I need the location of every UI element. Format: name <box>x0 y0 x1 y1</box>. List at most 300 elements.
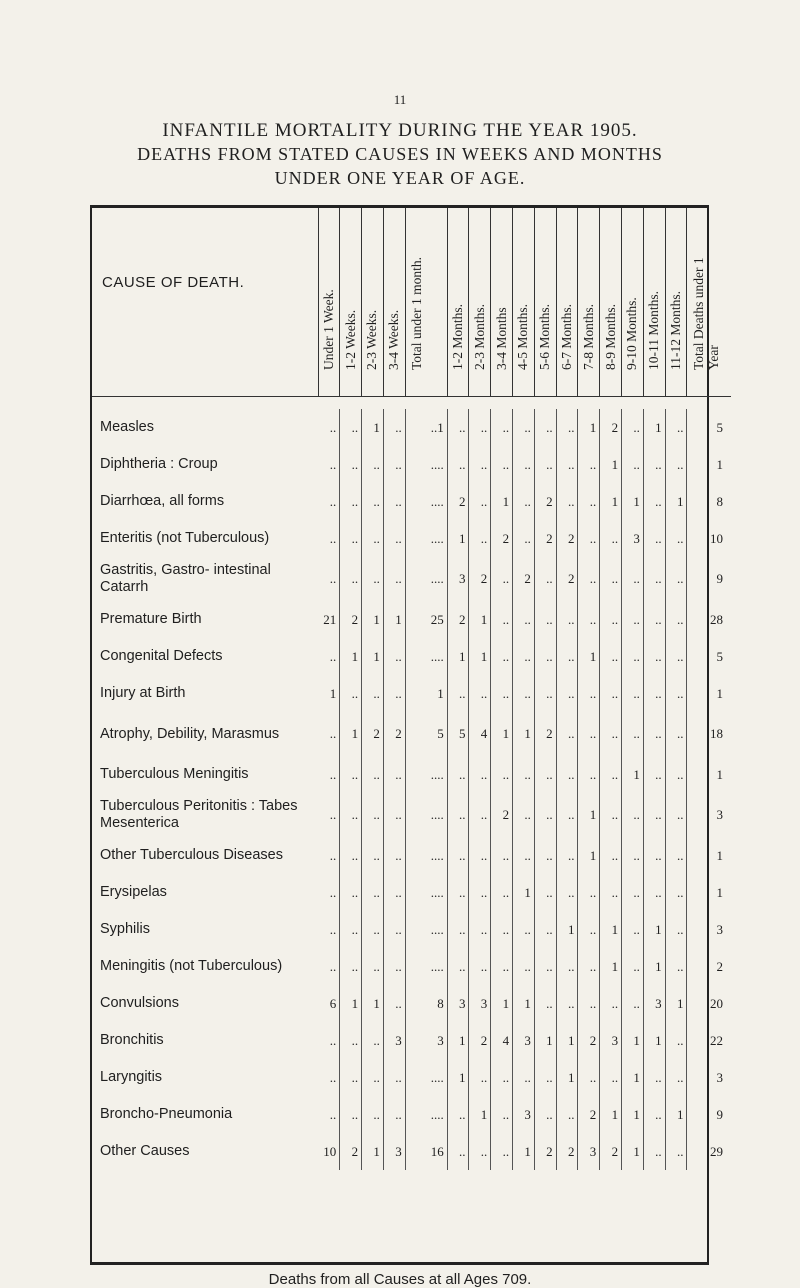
count-cell: .. <box>665 557 687 601</box>
count-cell: 1 <box>491 985 513 1022</box>
column-header-label: 6-7 Months. <box>559 303 575 370</box>
column-header <box>687 208 731 397</box>
total-cell: 5 <box>716 419 723 435</box>
cause-cell: Atrophy, Debility, Marasmus <box>100 725 280 742</box>
count-cell: .. <box>600 837 622 874</box>
count-cell: .. <box>491 675 513 712</box>
count-cell: .. <box>447 409 469 446</box>
count-cell: .. <box>513 756 535 793</box>
count-cell: .. <box>534 409 556 446</box>
column-header-label: 3-4 Months <box>493 307 509 370</box>
count-cell: .. <box>469 409 491 446</box>
count-cell: .. <box>318 557 340 601</box>
total-cell: 20 <box>709 995 723 1011</box>
count-cell: .. <box>578 756 600 793</box>
count-cell: .... <box>405 1059 447 1096</box>
count-cell: .. <box>578 1059 600 1096</box>
count-cell: .. <box>447 793 469 837</box>
count-cell: .. <box>362 756 384 793</box>
count-cell: 2 <box>556 520 578 557</box>
count-cell: .. <box>383 1059 405 1096</box>
total-cell: 1 <box>716 884 723 900</box>
column-header <box>447 208 469 397</box>
count-cell: 10 <box>318 1133 340 1170</box>
count-cell: .. <box>534 837 556 874</box>
count-cell: .. <box>362 948 384 985</box>
title-line-1: INFANTILE MORTALITY DURING THE YEAR 1905. <box>162 120 638 141</box>
count-cell: .. <box>556 712 578 756</box>
count-cell: 8 <box>405 985 447 1022</box>
cause-cell: Diphtheria : Croup <box>100 456 218 472</box>
count-cell: .. <box>600 557 622 601</box>
count-cell: .. <box>556 837 578 874</box>
count-cell: 4 <box>491 1022 513 1059</box>
column-header <box>469 208 491 397</box>
count-cell: .. <box>600 985 622 1022</box>
table-row <box>92 712 731 756</box>
count-cell: 25 <box>405 601 447 638</box>
count-cell: 2 <box>383 712 405 756</box>
count-cell: .. <box>469 675 491 712</box>
count-cell: .. <box>318 874 340 911</box>
column-header <box>643 208 665 397</box>
count-cell: .... <box>405 446 447 483</box>
count-cell: 2 <box>578 1022 600 1059</box>
column-header <box>383 208 405 397</box>
count-cell: .. <box>383 837 405 874</box>
count-cell: .. <box>491 1059 513 1096</box>
count-cell: 5 <box>447 712 469 756</box>
cause-cell: Meningitis (not Tuberculous) <box>100 958 283 974</box>
total-cell: 1 <box>716 766 723 782</box>
count-cell: 3 <box>622 520 644 557</box>
count-cell: .. <box>556 1096 578 1133</box>
table-row <box>92 601 731 638</box>
count-cell: .. <box>513 638 535 675</box>
count-cell: 3 <box>405 1022 447 1059</box>
column-header <box>600 208 622 397</box>
count-cell: .. <box>383 756 405 793</box>
count-cell: .... <box>405 756 447 793</box>
column-header <box>340 208 362 397</box>
count-cell: 3 <box>600 1022 622 1059</box>
count-cell: 2 <box>447 483 469 520</box>
count-cell: .. <box>578 911 600 948</box>
count-cell: .. <box>665 712 687 756</box>
count-cell: .. <box>556 483 578 520</box>
column-header-label: 5-6 Months. <box>537 303 553 370</box>
column-header <box>556 208 578 397</box>
count-cell: 3 <box>643 985 665 1022</box>
count-cell: .. <box>340 520 362 557</box>
table-row <box>92 483 731 520</box>
count-cell: 2 <box>362 712 384 756</box>
count-cell: .. <box>513 483 535 520</box>
count-cell: .. <box>665 793 687 837</box>
count-cell: .. <box>534 601 556 638</box>
count-cell: .. <box>665 948 687 985</box>
count-cell: 2 <box>447 601 469 638</box>
count-cell: .. <box>665 520 687 557</box>
table-row <box>92 1096 731 1133</box>
count-cell: .. <box>383 409 405 446</box>
count-cell: .. <box>491 911 513 948</box>
count-cell: .. <box>469 874 491 911</box>
count-cell: .... <box>405 1096 447 1133</box>
table-row <box>92 948 731 985</box>
count-cell: 1 <box>643 911 665 948</box>
cause-cell: Broncho-Pneumonia <box>100 1106 233 1122</box>
count-cell: .. <box>362 793 384 837</box>
count-cell: .... <box>405 874 447 911</box>
count-cell: .. <box>340 948 362 985</box>
table-row <box>92 756 731 793</box>
count-cell: .. <box>556 948 578 985</box>
total-cell: 9 <box>716 1106 723 1122</box>
table-row <box>92 1133 731 1170</box>
count-cell: .. <box>383 520 405 557</box>
count-cell: .. <box>491 409 513 446</box>
count-cell: .. <box>340 911 362 948</box>
count-cell: .. <box>340 675 362 712</box>
column-header <box>578 208 600 397</box>
count-cell: .. <box>578 948 600 985</box>
column-header <box>491 208 513 397</box>
count-cell: 3 <box>447 557 469 601</box>
count-cell: .. <box>513 837 535 874</box>
count-cell: 1 <box>469 638 491 675</box>
total-cell: 1 <box>716 685 723 701</box>
count-cell: .. <box>447 911 469 948</box>
count-cell: .. <box>665 638 687 675</box>
count-cell: .. <box>362 520 384 557</box>
count-cell: .. <box>340 409 362 446</box>
count-cell: ..1 <box>405 409 447 446</box>
count-cell: .. <box>643 483 665 520</box>
cause-column-header: CAUSE OF DEATH. <box>92 208 318 397</box>
count-cell: .. <box>578 874 600 911</box>
count-cell: .. <box>447 948 469 985</box>
count-cell: .. <box>469 793 491 837</box>
count-cell: .. <box>578 446 600 483</box>
column-header <box>405 208 447 397</box>
total-cell: 22 <box>709 1032 723 1048</box>
total-cell: 3 <box>716 807 723 822</box>
count-cell: 1 <box>340 985 362 1022</box>
count-cell: .... <box>405 520 447 557</box>
count-cell: 1 <box>578 409 600 446</box>
cause-cell: Congenital Defects <box>100 648 223 664</box>
count-cell: 1 <box>600 483 622 520</box>
count-cell: .. <box>340 1096 362 1133</box>
count-cell: 1 <box>578 837 600 874</box>
count-cell: .. <box>362 557 384 601</box>
count-cell: 2 <box>534 520 556 557</box>
count-cell: .. <box>622 557 644 601</box>
cause-cell: Gastritis, Gastro- intestinal Catarrh <box>100 562 271 595</box>
count-cell: 1 <box>362 601 384 638</box>
count-cell: .. <box>665 911 687 948</box>
count-cell: 4 <box>469 712 491 756</box>
cause-cell: Tuberculous Meningitis <box>100 766 249 782</box>
count-cell: 1 <box>513 1133 535 1170</box>
count-cell: .. <box>491 948 513 985</box>
count-cell: .. <box>469 756 491 793</box>
table-row <box>92 874 731 911</box>
count-cell: 1 <box>622 1059 644 1096</box>
count-cell: .. <box>665 837 687 874</box>
column-header-label: 1-2 Weeks. <box>342 309 358 370</box>
count-cell: .. <box>600 1059 622 1096</box>
count-cell: .. <box>534 948 556 985</box>
column-header-label: Under 1 Week. <box>320 289 336 370</box>
table-row <box>92 1059 731 1096</box>
count-cell: .. <box>534 911 556 948</box>
count-cell: 3 <box>513 1022 535 1059</box>
count-cell: .. <box>578 520 600 557</box>
count-cell: 1 <box>513 985 535 1022</box>
count-cell: 1 <box>340 638 362 675</box>
count-cell: .... <box>405 557 447 601</box>
count-cell: .. <box>469 1133 491 1170</box>
count-cell: .. <box>469 520 491 557</box>
count-cell: .. <box>383 793 405 837</box>
title-line-3: UNDER ONE YEAR OF AGE. <box>274 168 526 188</box>
count-cell: 16 <box>405 1133 447 1170</box>
count-cell: .. <box>578 985 600 1022</box>
mortality-table <box>92 208 731 1170</box>
count-cell: .. <box>622 793 644 837</box>
count-cell: 21 <box>318 601 340 638</box>
count-cell: .... <box>405 483 447 520</box>
total-cell: 3 <box>716 921 723 937</box>
count-cell: 1 <box>643 409 665 446</box>
count-cell: .. <box>491 1096 513 1133</box>
total-cell: 28 <box>709 611 723 627</box>
count-cell: .. <box>362 874 384 911</box>
count-cell: 1 <box>643 1022 665 1059</box>
count-cell: 1 <box>405 675 447 712</box>
count-cell: .. <box>665 675 687 712</box>
count-cell: 2 <box>469 1022 491 1059</box>
count-cell: .. <box>643 874 665 911</box>
count-cell: .. <box>318 1022 340 1059</box>
count-cell: 1 <box>665 1096 687 1133</box>
count-cell: .. <box>318 409 340 446</box>
count-cell: .. <box>318 793 340 837</box>
count-cell: .. <box>643 793 665 837</box>
column-header-label: 8-9 Months. <box>602 303 618 370</box>
table-body <box>92 397 731 1171</box>
count-cell: .. <box>318 1059 340 1096</box>
count-cell: 1 <box>600 446 622 483</box>
count-cell: .... <box>405 837 447 874</box>
count-cell: .... <box>405 638 447 675</box>
count-cell: .. <box>600 675 622 712</box>
count-cell: .. <box>556 793 578 837</box>
count-cell: .. <box>491 557 513 601</box>
count-cell: .. <box>469 483 491 520</box>
count-cell: .. <box>383 1096 405 1133</box>
count-cell: .. <box>362 837 384 874</box>
count-cell: .. <box>340 483 362 520</box>
count-cell: .... <box>405 948 447 985</box>
count-cell: .. <box>469 911 491 948</box>
table-row <box>92 985 731 1022</box>
count-cell: .. <box>447 837 469 874</box>
count-cell: .. <box>643 1096 665 1133</box>
count-cell: .. <box>491 837 513 874</box>
column-header <box>318 208 340 397</box>
column-header <box>534 208 556 397</box>
count-cell: .. <box>491 601 513 638</box>
count-cell: .. <box>534 874 556 911</box>
column-header-label: 11-12 Months. <box>668 290 684 370</box>
count-cell: .. <box>643 1059 665 1096</box>
count-cell: .. <box>318 712 340 756</box>
column-header <box>513 208 535 397</box>
count-cell: .. <box>600 793 622 837</box>
count-cell: 3 <box>469 985 491 1022</box>
count-cell: 2 <box>534 712 556 756</box>
count-cell: .. <box>383 446 405 483</box>
count-cell: 1 <box>622 1096 644 1133</box>
count-cell: .. <box>534 557 556 601</box>
total-cell: 1 <box>716 456 723 472</box>
column-header-label: 9-10 Months. <box>624 297 640 370</box>
count-cell: .. <box>340 1059 362 1096</box>
count-cell: .. <box>578 601 600 638</box>
count-cell: 2 <box>491 520 513 557</box>
count-cell: .. <box>340 557 362 601</box>
count-cell: .. <box>513 409 535 446</box>
count-cell: .. <box>643 675 665 712</box>
count-cell: .. <box>534 675 556 712</box>
count-cell: 2 <box>556 557 578 601</box>
count-cell: .. <box>665 1022 687 1059</box>
table-row <box>92 911 731 948</box>
count-cell: .. <box>362 675 384 712</box>
count-cell: 1 <box>578 638 600 675</box>
cause-cell: Syphilis <box>100 921 150 937</box>
count-cell: .. <box>469 948 491 985</box>
count-cell: .. <box>513 948 535 985</box>
table-row <box>92 638 731 675</box>
count-cell: 3 <box>578 1133 600 1170</box>
count-cell: .. <box>513 911 535 948</box>
count-cell: .. <box>665 874 687 911</box>
count-cell: .. <box>362 1022 384 1059</box>
count-cell: .. <box>447 756 469 793</box>
cause-cell: Bronchitis <box>100 1032 164 1048</box>
count-cell: 1 <box>362 638 384 675</box>
count-cell: .. <box>556 409 578 446</box>
count-cell: 3 <box>447 985 469 1022</box>
count-cell: 2 <box>556 1133 578 1170</box>
table-row <box>92 1022 731 1059</box>
count-cell: 1 <box>318 675 340 712</box>
header-row <box>92 208 731 397</box>
column-header-label: 2-3 Months. <box>471 303 487 370</box>
column-header-label: 4-5 Months. <box>515 303 531 370</box>
count-cell: .. <box>469 446 491 483</box>
count-cell: 2 <box>534 1133 556 1170</box>
column-header-label: 1-2 Months. <box>450 303 466 370</box>
count-cell: .. <box>447 1096 469 1133</box>
column-header <box>665 208 687 397</box>
total-cell: 8 <box>716 493 723 509</box>
count-cell: .. <box>665 446 687 483</box>
count-cell: .... <box>405 911 447 948</box>
count-cell: .. <box>340 874 362 911</box>
count-cell: .. <box>622 712 644 756</box>
count-cell: 1 <box>600 948 622 985</box>
count-cell: .. <box>534 793 556 837</box>
table-row <box>92 520 731 557</box>
count-cell: .. <box>622 948 644 985</box>
count-cell: .. <box>340 1022 362 1059</box>
count-cell: .. <box>469 837 491 874</box>
table-row <box>92 793 731 837</box>
count-cell: .. <box>643 837 665 874</box>
table-row <box>92 446 731 483</box>
count-cell: 1 <box>362 985 384 1022</box>
count-cell: 1 <box>383 601 405 638</box>
cause-cell: Convulsions <box>100 995 179 1011</box>
total-cell: 5 <box>716 648 723 664</box>
count-cell: .. <box>362 1096 384 1133</box>
count-cell: .. <box>556 446 578 483</box>
cause-cell: Other Tuberculous Diseases <box>100 847 283 863</box>
count-cell: 1 <box>622 483 644 520</box>
count-cell: .. <box>643 756 665 793</box>
count-cell: .. <box>622 985 644 1022</box>
count-cell: 2 <box>491 793 513 837</box>
count-cell: .. <box>643 638 665 675</box>
count-cell: .. <box>447 675 469 712</box>
count-cell: .. <box>318 520 340 557</box>
count-cell: 1 <box>362 409 384 446</box>
column-header-label: 2-3 Weeks. <box>364 309 380 370</box>
count-cell: 1 <box>447 638 469 675</box>
cause-cell: Tuberculous Peritonitis : Tabes Mesenterica <box>100 798 298 831</box>
table-row <box>92 557 731 601</box>
count-cell: 1 <box>556 911 578 948</box>
count-cell: .. <box>383 948 405 985</box>
total-cell: 2 <box>716 958 723 974</box>
count-cell: .. <box>622 638 644 675</box>
count-cell: .. <box>469 1059 491 1096</box>
count-cell: .. <box>534 638 556 675</box>
count-cell: .. <box>513 520 535 557</box>
count-cell: .. <box>447 874 469 911</box>
count-cell: .. <box>665 601 687 638</box>
cause-cell: Enteritis (not Tuberculous) <box>100 530 270 546</box>
count-cell: 1 <box>622 1133 644 1170</box>
count-cell: .. <box>383 874 405 911</box>
count-cell: 2 <box>513 557 535 601</box>
count-cell: .. <box>643 557 665 601</box>
count-cell: 2 <box>600 1133 622 1170</box>
count-cell: .. <box>491 1133 513 1170</box>
cause-cell: Injury at Birth <box>100 685 186 701</box>
count-cell: 3 <box>383 1022 405 1059</box>
count-cell: .. <box>578 483 600 520</box>
count-cell: .. <box>578 712 600 756</box>
count-cell: .. <box>362 1059 384 1096</box>
count-cell: 2 <box>340 1133 362 1170</box>
count-cell: 1 <box>491 483 513 520</box>
